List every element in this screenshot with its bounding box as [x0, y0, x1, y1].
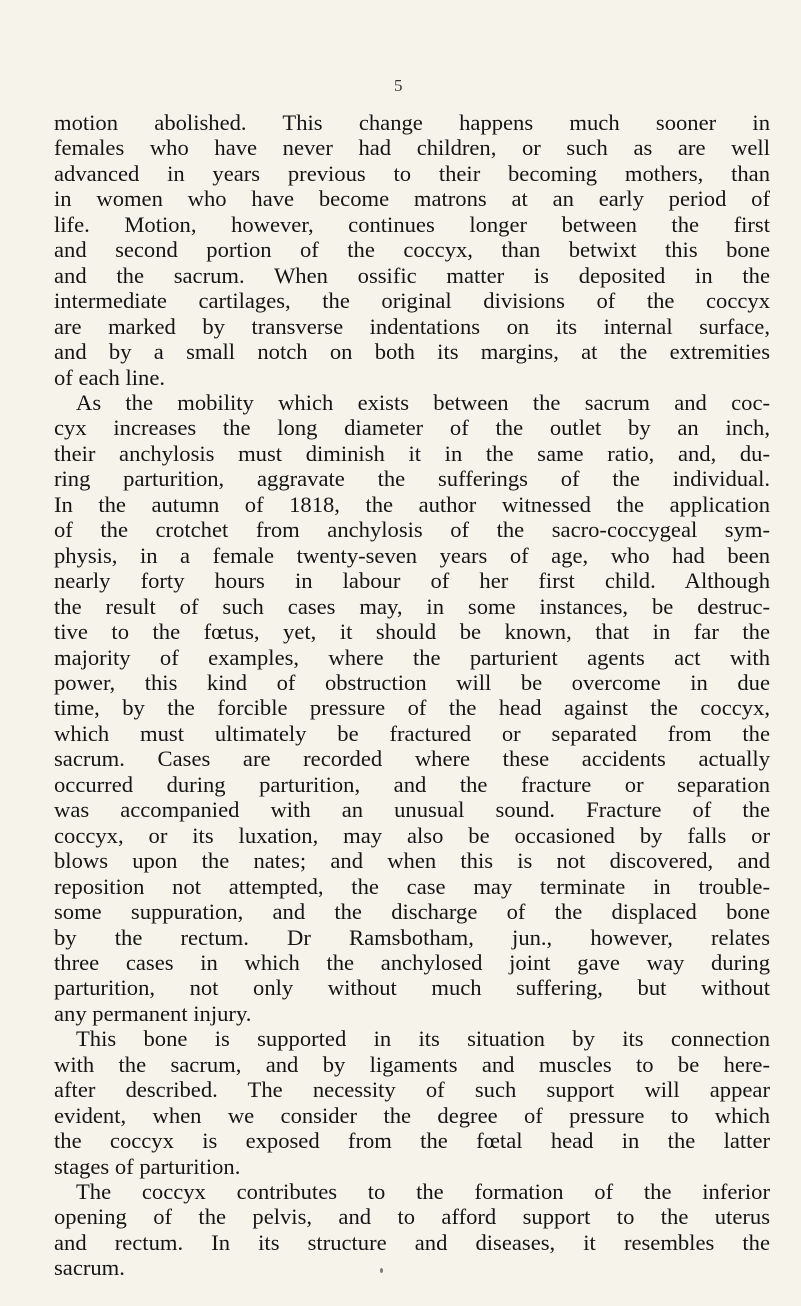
text-line: reposition not attempted, the case may terminate in trouble- — [54, 873, 770, 899]
text-line: of the crotchet from anchylosis of the sacro-coccygeal sym- — [54, 517, 770, 543]
text-line: any permanent injury. — [54, 1000, 252, 1026]
text-line: three cases in which the anchylosed joint gave way during — [54, 949, 770, 975]
text-line: females who have never had children, or such as are well — [54, 135, 770, 161]
text-line: after described. The necessity of such support will appear — [54, 1077, 770, 1103]
paragraph-2 — [54, 390, 770, 1026]
text-line: life. Motion, however, continues longer between the first — [54, 211, 770, 237]
page-number: 5 — [394, 76, 403, 95]
text-line: The coccyx contributes to the formation of the inferior — [76, 1179, 770, 1205]
text-line: sacrum. Cases are recorded where these accidents actually — [54, 746, 770, 772]
paragraph-1 — [54, 110, 770, 390]
text-line: occurred during parturition, and the fracture or separation — [54, 771, 770, 797]
text-line: with the sacrum, and by ligaments and muscles to be here- — [54, 1051, 770, 1077]
text-line: are marked by transverse indentations on its internal surface, — [54, 313, 770, 339]
text-line: stages of parturition. — [54, 1153, 241, 1179]
text-line: blows upon the nates; and when this is not discovered, and — [54, 848, 770, 874]
text-line: evident, when we consider the degree of pressure to which — [54, 1102, 770, 1128]
text-line: some suppuration, and the discharge of the displaced bone — [54, 899, 770, 925]
text-line: coccyx, or its luxation, may also be occasioned by falls or — [54, 822, 770, 848]
paragraph-3 — [54, 1026, 770, 1179]
text-line: majority of examples, where the parturient agents act with — [54, 644, 770, 670]
text-line: opening of the pelvis, and to afford support to the uterus — [54, 1204, 770, 1230]
text-line: of each line. — [54, 364, 166, 390]
text-line: parturition, not only without much suffering, but without — [54, 975, 770, 1001]
text-line: motion abolished. This change happens much sooner in — [54, 110, 770, 135]
text-line: As the mobility which exists between the sacrum and coc- — [76, 389, 770, 415]
text-line: advanced in years previous to their becoming mothers, than — [54, 160, 770, 186]
text-line: cyx increases the long diameter of the outlet by an inch, — [54, 415, 770, 441]
paragraph-4 — [54, 1179, 770, 1281]
text-line: and second portion of the coccyx, than betwixt this bone — [54, 237, 770, 263]
text-line: in women who have become matrons at an early period of — [54, 186, 770, 212]
text-line: and rectum. In its structure and diseases, it resembles the — [54, 1229, 770, 1255]
text-line: intermediate cartilages, the original divisions of the coccyx — [54, 288, 770, 314]
text-line: This bone is supported in its situation by its connection — [76, 1026, 770, 1052]
body-text — [54, 110, 770, 1281]
text-line: ring parturition, aggravate the sufferings of the individual. — [54, 466, 770, 492]
text-line: and the sacrum. When ossific matter is deposited in the — [54, 262, 770, 288]
text-line: power, this kind of obstruction will be overcome in due — [54, 669, 770, 695]
text-line: the result of such cases may, in some instances, be destruc- — [54, 593, 770, 619]
text-line: the coccyx is exposed from the fœtal head in the latter — [54, 1128, 770, 1154]
text-line: which must ultimately be fractured or separated from the — [54, 720, 770, 746]
text-line: nearly forty hours in labour of her first child. Although — [54, 568, 770, 594]
text-line: In the autumn of 1818, the author witnessed the application — [54, 491, 770, 517]
text-line: by the rectum. Dr Ramsbotham, jun., however, relates — [54, 924, 770, 950]
text-line: tive to the fœtus, yet, it should be known, that in far the — [54, 619, 770, 645]
text-line: was accompanied with an unusual sound. Fracture of the — [54, 797, 770, 823]
page-speck — [380, 1268, 383, 1273]
text-line: physis, in a female twenty-seven years of age, who had been — [54, 542, 770, 568]
text-line: time, by the forcible pressure of the head against the coccyx, — [54, 695, 770, 721]
text-line: sacrum. — [54, 1255, 125, 1281]
text-line: and by a small notch on both its margins, at the extremities — [54, 339, 770, 365]
text-line: their anchylosis must diminish it in the same ratio, and, du- — [54, 440, 770, 466]
